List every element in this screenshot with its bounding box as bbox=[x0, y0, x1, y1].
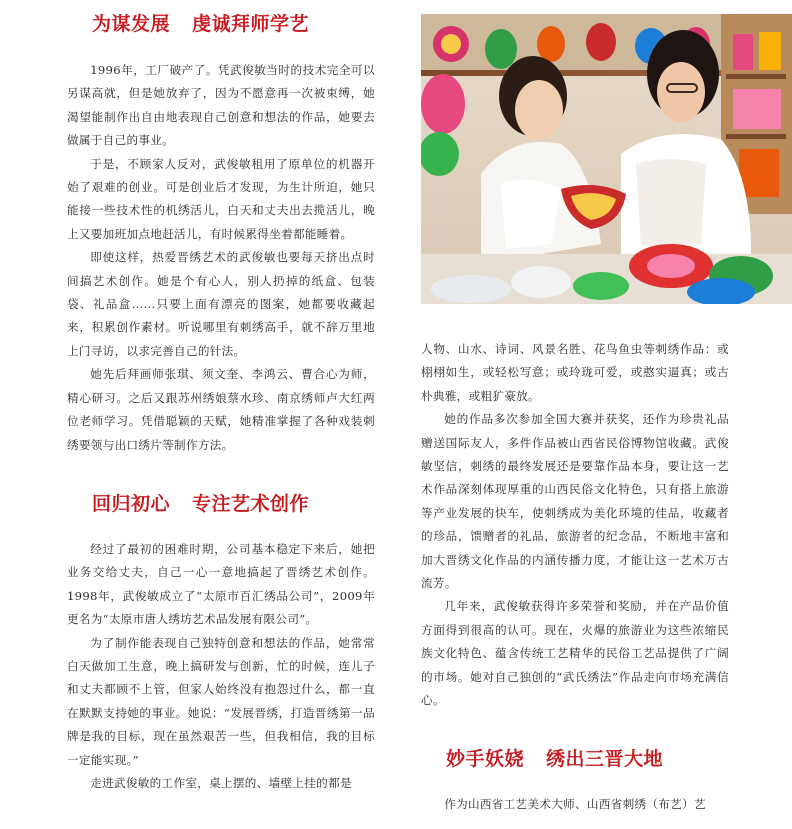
photo-illustration bbox=[421, 14, 792, 304]
heading-2-part-2: 专注艺术创作 bbox=[192, 493, 310, 515]
heading-1-part-2: 虔诚拜师学艺 bbox=[192, 13, 310, 35]
section-2-body bbox=[67, 538, 375, 795]
paragraph: 即使这样，热爱晋绣艺术的武俊敏也要每天挤出点时间搞艺术创作。她是个有心人，别人扔掉的纸盒、包装袋、礼品盒……只要上面有漂亮的图案，她都要收藏起来，积累创作素材。听说哪里有刺绣高手，就不辞万里地上门寻访，以求完善自己的针法。 bbox=[67, 250, 375, 358]
section-1-body bbox=[67, 59, 375, 457]
section-4-body bbox=[421, 793, 729, 816]
section-heading-1 bbox=[92, 12, 309, 36]
heading-2-part-1: 回归初心 bbox=[92, 493, 171, 515]
paragraph: 为了制作能表现自己独特创意和想法的作品，她常常白天做加工生意，晚上搞研发与创新，忙的时候，连儿子和丈夫都顾不上管，但家人始终没有抱怨过什么，都一直在默默支持她的事业。她说：“发展晋绣，打造晋绣第一品牌是我的目标，现在虽然艰苦一些，但我相信，我的目标一定能实现。” bbox=[67, 635, 375, 767]
paragraph: 走进武俊敏的工作室，桌上摆的、墙壁上挂的都是 bbox=[90, 776, 352, 791]
section-heading-2 bbox=[92, 492, 309, 516]
embroidery-photo bbox=[421, 14, 792, 304]
paragraph: 作为山西省工艺美术大师、山西省刺绣（布艺）艺 bbox=[444, 797, 706, 811]
heading-1-part-1: 为谋发展 bbox=[92, 13, 171, 35]
section-heading-3 bbox=[446, 747, 663, 771]
paragraph: 于是，不顾家人反对，武俊敏租用了原单位的机器开始了艰难的创业。可是创业后才发现，为生计所迫，她只能接一些技术性的机绣活儿，白天和丈夫出去揽活儿，晚上又要加班加点地赶活儿，有时候累得坐着都能睡着。 bbox=[67, 156, 375, 241]
paragraph: 1996年，工厂破产了。凭武俊敏当时的技术完全可以另谋高就，但是她放弃了，因为不愿意再一次被束缚，她渴望能制作出自由地表现自己创意和想法的作品，她要去做属于自己的事业。 bbox=[67, 63, 375, 148]
paragraph: 她先后拜画师张琪、须文奎、李鸿云、曹合心为师，精心研习。之后又跟苏州绣娘蔡水珍、南京绣师卢大红两位老师学习。凭借聪颖的天赋，她精准掌握了各种戏装刺绣要领与出口绣片等制作方法。 bbox=[67, 367, 375, 452]
paragraph: 几年来，武俊敏获得许多荣誉和奖励，并在产品价值方面得到很高的认可。现在，火爆的旅游业为这些浓缩民族文化特色、蕴含传统工艺精华的民俗工艺品提供了广阔的市场。她对自己独创的“武氏绣法”作品走向市场充满信心。 bbox=[421, 599, 729, 708]
heading-3-part-1: 妙手妖娆 bbox=[446, 748, 525, 770]
heading-3-part-2: 绣出三晋大地 bbox=[546, 748, 664, 770]
paragraph: 经过了最初的困难时期，公司基本稳定下来后，她把业务交给丈夫，自己一心一意地搞起了晋绣艺术创作。1998年，武俊敏成立了“太原市百汇绣品公司”，2009年更名为“太原市唐人绣坊艺术品发展有限公司”。 bbox=[67, 542, 375, 627]
paragraph: 人物、山水、诗词、风景名胜、花鸟鱼虫等刺绣作品：或栩栩如生，或轻松写意；或玲珑可爱，或憨实逼真；或古朴典雅，或粗犷豪放。 bbox=[421, 342, 729, 403]
paragraph: 她的作品多次参加全国大赛并获奖，还作为珍贵礼品赠送国际友人，多件作品被山西省民俗博物馆收藏。武俊敏坚信，刺绣的最终发展还是要靠作品本身，要让这一艺术作品深刻体现厚重的山西民俗文化特色，只有搭上旅游等产业发展的快车，使刺绣成为美化环境的佳品，收藏者的珍品，馈赠者的礼品，旅游者的纪念品，不断地丰富和加大晋绣文化作品的内涵传播力度，才能让这一艺术万古流芳。 bbox=[421, 412, 729, 591]
section-3-body bbox=[421, 338, 729, 713]
